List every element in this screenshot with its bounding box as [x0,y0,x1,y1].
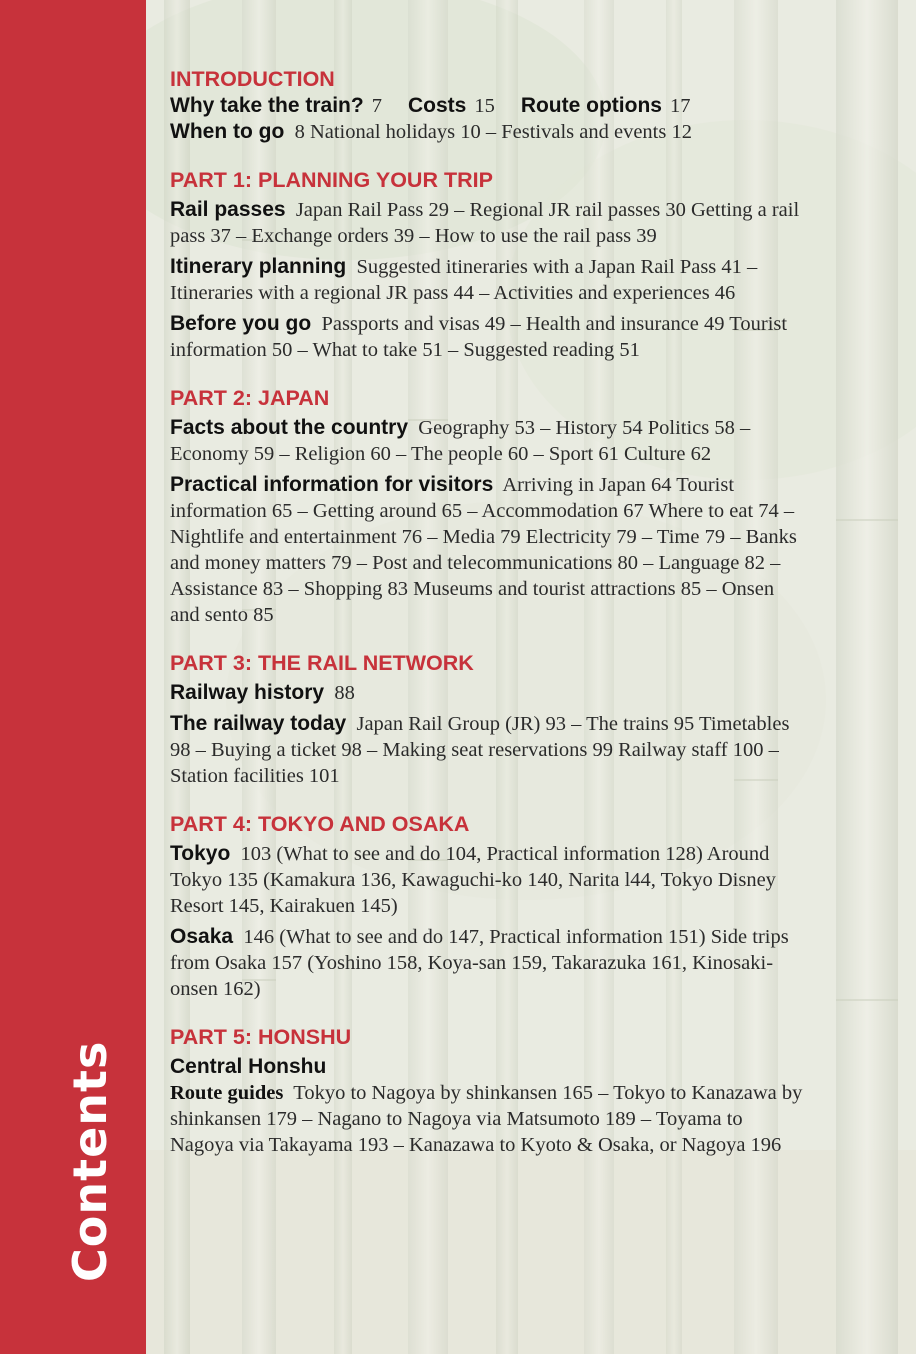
intro-row-2 [170,119,806,145]
section-introduction [170,66,806,145]
table-of-contents [170,66,806,1158]
practical-label[interactable]: Practical information for visitors [170,473,494,496]
tokyo-label[interactable]: Tokyo [170,842,231,865]
before-text: Passports and visas 49 – Health and insurance 49 Tourist information 50 – What to take 51 – Suggested reading 51 [170,313,788,361]
section-part-5 [170,1024,806,1158]
part2-heading: PART 2: JAPAN [170,386,330,410]
itinerary-text: Suggested itineraries with a Japan Rail Pass 41 – Itineraries with a regional JR pass 44 – Activities and experiences 46 [170,256,758,304]
itinerary-label[interactable]: Itinerary planning [170,255,347,278]
why-page: 7 [371,95,382,117]
facts-entry [170,415,806,467]
osaka-label[interactable]: Osaka [170,925,234,948]
part5-heading: PART 5: HONSHU [170,1025,352,1049]
when-text: 8 National holidays 10 – Festivals and events 12 [294,121,692,143]
rail-passes-entry [170,197,806,249]
facts-text: Geography 53 – History 54 Politics 58 – Economy 59 – Religion 60 – The people 60 – Sport 61 Culture 62 [170,417,751,465]
practical-text: Arriving in Japan 64 Tourist information 65 – Getting around 65 – Accommodation 67 Where to eat 74 – Nightlife and entertainment 76 – Media 79 Electricity 79 – Time 79 – Banks and money matters 79 – Post and telecommunications 80 – Language 82 – Assistance 83 – Shopping 83 Museums and tourist attractions 85 – Onsen and sento 85 [170,474,797,626]
route-label[interactable]: Route options [520,94,662,117]
sidebar [0,0,146,1354]
before-entry [170,311,806,363]
osaka-entry [170,924,806,1002]
section-part-2 [170,385,806,628]
osaka-text: 146 (What to see and do 147, Practical information 151) Side trips from Osaka 157 (Yoshino 158, Koya-san 159, Takarazuka 161, Kinosaki-onsen 162) [170,926,789,1000]
today-text: Japan Rail Group (JR) 93 – The trains 95 Timetables 98 – Buying a ticket 98 – Making seat reservations 99 Railway staff 100 – Station facilities 101 [170,713,790,787]
route-guides-entry [170,1080,806,1158]
route-guides-text: Tokyo to Nagoya by shinkansen 165 – Tokyo to Kanazawa by shinkansen 179 – Nagano to Nagoya via Matsumoto 189 – Toyama to Nagoya via Takayama 193 – Kanazawa to Kyoto & Osaka, or Nagoya 196 [170,1082,803,1156]
rail-passes-label[interactable]: Rail passes [170,198,286,221]
part4-heading: PART 4: TOKYO AND OSAKA [170,812,470,836]
tokyo-entry [170,841,806,919]
part3-heading: PART 3: THE RAIL NETWORK [170,651,474,675]
central-entry [170,1054,806,1080]
intro-heading: INTRODUCTION [170,67,335,91]
itinerary-entry [170,254,806,306]
why-label[interactable]: Why take the train? [170,94,364,117]
part1-heading: PART 1: PLANNING YOUR TRIP [170,168,493,192]
practical-entry [170,472,806,628]
route-guides-label[interactable]: Route guides [170,1082,284,1104]
intro-row-1 [170,93,806,119]
section-part-3 [170,650,806,789]
central-label[interactable]: Central Honshu [170,1055,327,1078]
history-page: 88 [334,682,355,704]
section-part-4 [170,811,806,1002]
route-page: 17 [669,95,691,117]
today-entry [170,711,806,789]
before-label[interactable]: Before you go [170,312,312,335]
costs-label[interactable]: Costs [407,94,467,117]
facts-label[interactable]: Facts about the country [170,416,409,439]
costs-page: 15 [474,95,495,117]
today-label[interactable]: The railway today [170,712,347,735]
section-part-1 [170,167,806,363]
sidebar-title: Contents [63,1040,117,1282]
history-entry [170,680,806,706]
rail-passes-text: Japan Rail Pass 29 – Regional JR rail passes 30 Getting a rail pass 37 – Exchange orders 39 – How to use the rail pass 39 [170,199,800,247]
history-label[interactable]: Railway history [170,681,325,704]
tokyo-text: 103 (What to see and do 104, Practical information 128) Around Tokyo 135 (Kamakura 136, Kawaguchi-ko 140, Narita l44, Tokyo Disney Resort 145, Kairakuen 145) [170,843,776,917]
when-label[interactable]: When to go [170,120,285,143]
